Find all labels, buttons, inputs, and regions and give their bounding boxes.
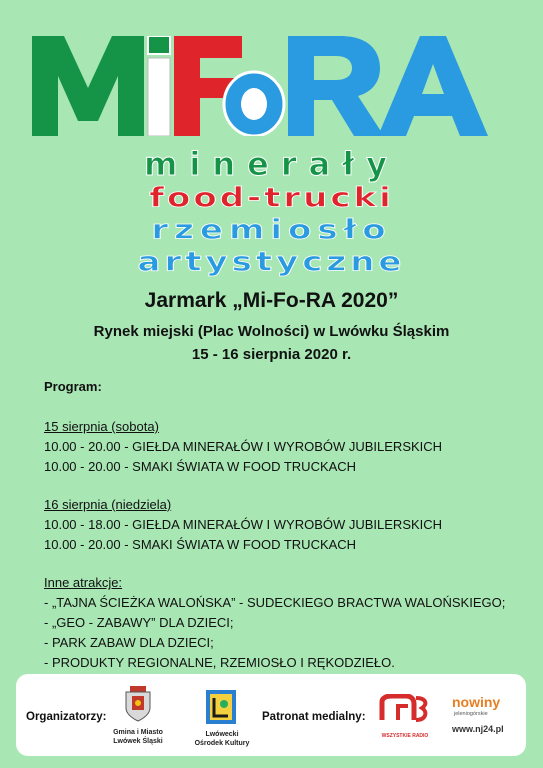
day1-item: 10.00 - 20.00 - GIEŁDA MINERAŁÓW I WYROBÓW JUBILERSKICH: [44, 439, 443, 454]
event-dates: 15 - 16 sierpnia 2020 r.: [191, 346, 352, 363]
nj24-logo: www.nj24.pl: [452, 724, 504, 734]
organizers-label: Organizatorzy:: [26, 711, 107, 723]
program-label: Program:: [44, 379, 102, 394]
tagline-artystyczne: artystyczne: [137, 246, 406, 278]
org2-line2: Ośrodek Kultury: [194, 740, 250, 747]
logo-letter-i: [148, 58, 170, 136]
logo-letter-i-dot: [148, 36, 170, 54]
nowiny-sub: jeleniogórskie: [454, 711, 488, 717]
program-section: [44, 377, 524, 673]
day2-title: 16 sierpnia (niedziela): [44, 497, 172, 512]
tagline-rzemioslo: rzemiosło: [151, 214, 392, 246]
patron-label: Patronat medialny:: [262, 711, 366, 723]
radio-logo-icon: [378, 694, 432, 730]
logo-letter-a: [378, 36, 488, 136]
day2-item: 10.00 - 20.00 - SMAKI ŚWIATA W FOOD TRUCKACH: [44, 537, 357, 552]
day1-item: 10.00 - 20.00 - SMAKI ŚWIATA W FOOD TRUCKACH: [44, 459, 357, 474]
other-item: - „TAJNA ŚCIEŻKA WALOŃSKA” - SUDECKIEGO BRACTWA WALOŃSKIEGO;: [44, 595, 506, 610]
other-item: - PARK ZABAW DLA DZIECI;: [44, 635, 214, 650]
tagline-mineraly: minerały: [144, 145, 399, 183]
nowiny-logo: nowiny: [452, 694, 501, 710]
logo-letter-r: [288, 36, 384, 136]
radio-logo-text: WSZYSTKIE RADIO: [381, 733, 429, 739]
coat-of-arms-icon: [124, 686, 152, 722]
other-item: - „GEO - ZABAWY” DLA DZIECI;: [44, 615, 234, 630]
day2-item: 10.00 - 18.00 - GIEŁDA MINERAŁÓW I WYROBÓW JUBILERSKICH: [44, 517, 443, 532]
org2-line1: Lwówecki: [205, 731, 239, 738]
event-location: Rynek miejski (Plac Wolności) w Lwówku Śląskim: [93, 323, 450, 340]
org1-line2: Lwówek Śląski: [113, 738, 163, 745]
footer-panel: [16, 674, 526, 756]
mifora-logo: [32, 36, 512, 136]
logo-letter-m: [32, 36, 144, 136]
day1-title: 15 sierpnia (sobota): [44, 419, 159, 434]
org1-line1: Gmina i Miasto: [113, 729, 163, 736]
other-title: Inne atrakcje:: [44, 575, 123, 590]
lok-logo-icon: [206, 690, 236, 724]
event-title: Jarmark „Mi-Fo-RA 2020”: [144, 289, 399, 312]
other-item: - PRODUKTY REGIONALNE, RZEMIOSŁO I RĘKODZIEŁO.: [44, 655, 395, 670]
tagline-food-trucki: food-trucki: [149, 182, 394, 214]
